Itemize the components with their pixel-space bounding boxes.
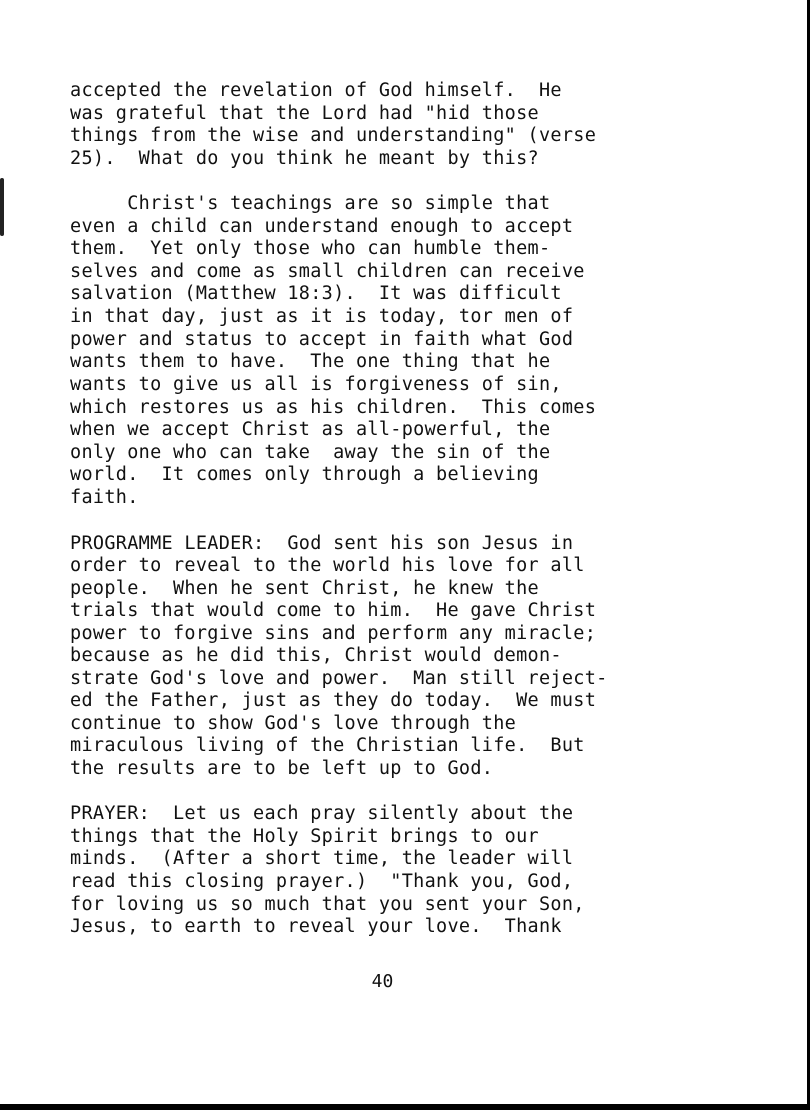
text-line: wants to give us all is forgiveness of sin, xyxy=(70,374,562,395)
text-line: things from the wise and understanding" (verse xyxy=(70,125,597,146)
text-line: which restores us as his children. This comes xyxy=(70,397,597,418)
text-line: even a child can understand enough to accept xyxy=(70,216,574,237)
text-line: minds. (After a short time, the leader will xyxy=(70,848,574,869)
text-line: strate God's love and power. Man still reject- xyxy=(70,668,608,689)
text-line: Jesus, to earth to reveal your love. Thank xyxy=(70,916,562,937)
text-line: read this closing prayer.) "Thank you, God, xyxy=(70,871,574,892)
text-line: ed the Father, just as they do today. We must xyxy=(70,690,597,711)
text-line: only one who can take away the sin of the xyxy=(70,442,551,463)
text-line: power to forgive sins and perform any miracle; xyxy=(70,623,597,644)
text-line: in that day, just as it is today, tor men of xyxy=(70,306,574,327)
text-line: Christ's teachings are so simple that xyxy=(70,193,551,214)
text-line: PROGRAMME LEADER: God sent his son Jesus in xyxy=(70,533,574,554)
text-line: because as he did this, Christ would demon- xyxy=(70,645,562,666)
text-line: faith. xyxy=(70,487,139,508)
text-line: world. It comes only through a believing xyxy=(70,464,539,485)
text-line: accepted the revelation of God himself. He xyxy=(70,80,562,101)
text-line: was grateful that the Lord had "hid those xyxy=(70,103,539,124)
page-number: 40 xyxy=(371,971,394,992)
text-line: power and status to accept in faith what God xyxy=(70,329,574,350)
text-line: miraculous living of the Christian life. But xyxy=(70,735,585,756)
text-line: continue to show God's love through the xyxy=(70,713,517,734)
text-line: PRAYER: Let us each pray silently about the xyxy=(70,803,574,824)
text-line: salvation (Matthew 18:3). It was difficult xyxy=(70,283,562,304)
text-line: them. Yet only those who can humble them- xyxy=(70,238,551,259)
text-line: order to reveal to the world his love for all xyxy=(70,555,585,576)
text-line: wants them to have. The one thing that he xyxy=(70,351,551,372)
text-line: the results are to be left up to God. xyxy=(70,758,494,779)
text-line: people. When he sent Christ, he knew the xyxy=(70,578,539,599)
text-line: trials that would come to him. He gave Christ xyxy=(70,600,597,621)
text-line: for loving us so much that you sent your Son, xyxy=(70,894,585,915)
text-line: things that the Holy Spirit brings to our xyxy=(70,826,539,847)
text-line: 25). What do you think he meant by this? xyxy=(70,148,539,169)
text-line: selves and come as small children can receive xyxy=(70,261,585,282)
text-line: when we accept Christ as all-powerful, the xyxy=(70,419,551,440)
